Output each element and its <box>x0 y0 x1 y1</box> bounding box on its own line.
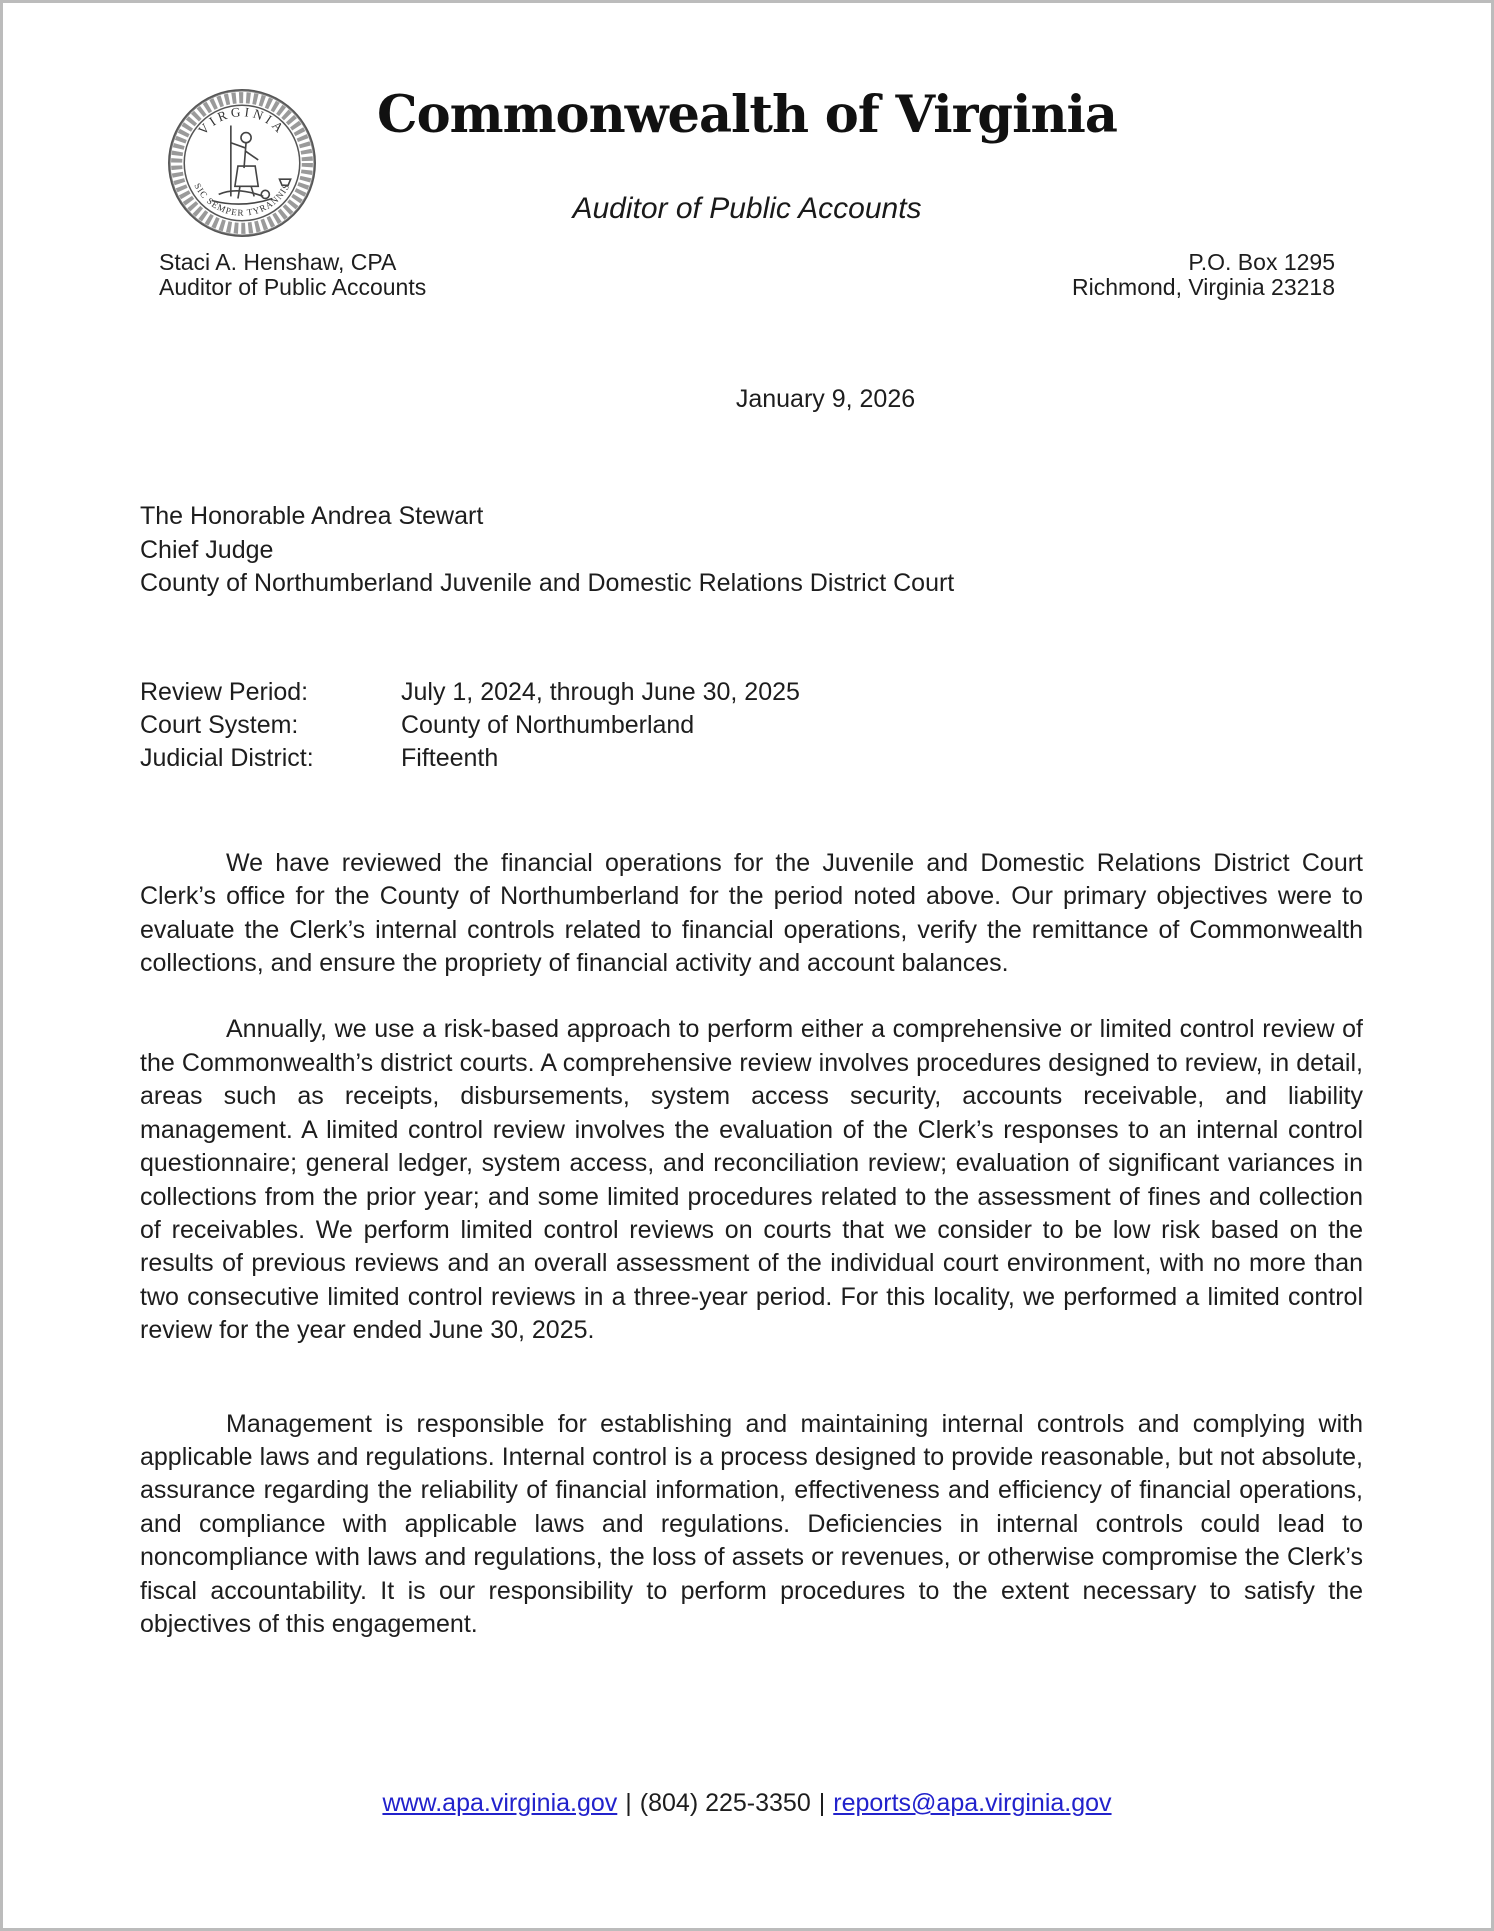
letterhead-subtitle: Auditor of Public Accounts <box>572 192 922 225</box>
auditor-title: Auditor of Public Accounts <box>159 274 427 300</box>
recipient-title: Chief Judge <box>140 535 274 564</box>
letterhead-title: Commonwealth of Virginia <box>377 85 1117 145</box>
reference-row <box>140 742 1363 775</box>
reference-block <box>140 676 1363 776</box>
seal-top-text: VIRGINIA <box>195 104 289 138</box>
recipient-court: County of Northumberland Juvenile and Domestic Relations District Court <box>140 569 955 598</box>
judicial-district-value: Fifteenth <box>401 744 499 773</box>
office-address-block <box>1072 250 1335 300</box>
court-system-value: County of Northumberland <box>401 711 695 740</box>
phone-number: (804) 225-3350 <box>639 1789 811 1817</box>
reference-row <box>140 709 1363 742</box>
auditor-name: Staci A. Henshaw, CPA <box>159 249 397 275</box>
auditor-contact-block <box>159 250 426 300</box>
review-period-value: July 1, 2024, through June 30, 2025 <box>401 677 800 706</box>
court-system-label: Court System: <box>140 711 299 740</box>
letter-body <box>140 383 1363 1641</box>
po-box-line: P.O. Box 1295 <box>1188 249 1335 275</box>
review-period-label: Review Period: <box>140 677 309 706</box>
seal-bottom-text: SIC SEMPER TYRANNIS <box>192 181 292 218</box>
letter-date: January 9, 2026 <box>735 385 916 413</box>
judicial-district-label: Judicial District: <box>140 744 314 773</box>
letter-footer <box>3 1789 1491 1818</box>
letter-paragraph-approach: Annually, we use a risk-based approach to perform either a comprehensive or limited control review of the Commonwealth’s district courts. A comprehensive review involves procedures designed to review, in detail, areas such as receipts, disbursements, system access security, accounts receivable, and liability management. A limited control review involves the evaluation of the Clerk’s responses to an internal control questionnaire; general ledger, system access, and reconciliation review; evaluation of significant variances in collections from the prior year; and some limited procedures related to the assessment of fines and collection of receivables. We perform limited control reviews on courts that we consider to be low risk based on the results of previous reviews and an overall assessment of the individual court environment, with no more than two consecutive limited control reviews in a three-year period. For this locality, we performed a limited control review for the year ended June 30, 2025. <box>140 1015 1363 1345</box>
website-link[interactable]: www.apa.virginia.gov <box>382 1789 618 1817</box>
letter-paragraph-responsibility: Management is responsible for establishing and maintaining internal controls and complying with applicable laws and regulations. Internal control is a process designed to provide reasonable, but not absolute, assurance regarding the reliability of financial information, effectiveness and efficiency of financial operations, and compliance with applicable laws and regulations. Deficiencies in internal controls could lead to noncompliance with laws and regulations, the loss of assets or revenues, or otherwise compromise the Clerk’s fiscal accountability. It is our responsibility to perform procedures to the extent necessary to satisfy the objectives of this engagement. <box>140 1409 1363 1638</box>
email-link[interactable]: reports@apa.virginia.gov <box>833 1789 1112 1817</box>
footer-separator: | <box>625 1789 632 1817</box>
reference-row <box>140 676 1363 709</box>
letter-paragraph-objectives: We have reviewed the financial operations for the Juvenile and Domestic Relations District Court Clerk’s office for the County of Northumberland for the period noted above. Our primary objectives were to evaluate the Clerk’s internal controls related to financial operations, verify the remittance of Commonwealth collections, and ensure the propriety of financial activity and account balances. <box>140 848 1363 978</box>
recipient-block <box>140 500 1363 600</box>
city-state-zip-line: Richmond, Virginia 23218 <box>1072 274 1335 300</box>
footer-separator: | <box>818 1789 826 1817</box>
recipient-name: The Honorable Andrea Stewart <box>140 502 484 531</box>
